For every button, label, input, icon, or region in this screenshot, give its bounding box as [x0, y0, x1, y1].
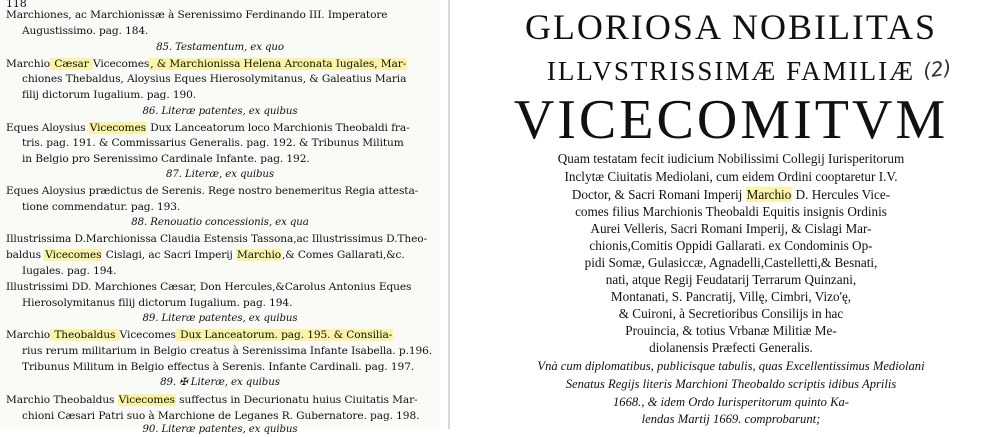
text-line	[6, 328, 393, 342]
body-line: pidi Somæ, Gulasiccæ, Agnadelli,Castelletti,& Besnati,	[584, 255, 878, 270]
text-segment: Eques Aloysius	[6, 122, 89, 134]
italic-line: Vnà cum diplomatibus, publicisque tabulis, quas Excellentissimus Mediolani	[537, 359, 925, 373]
text-segment: Marchio	[6, 58, 51, 70]
body-line: comes filius Marchionis Theobaldi Equitis insignis Ordinis	[575, 204, 887, 219]
text-line: Eques Aloysius prædictus de Serenis. Rege nostro benemeritus Regia attesta-	[6, 185, 419, 197]
page-gutter	[448, 0, 450, 429]
body-line: Montanati, S. Pancratij, Villę, Cimbri, Vizo'ę,	[610, 289, 852, 304]
body-line: Aurei Velleris, Sacri Romani Imperij, & Cislagi Mar-	[590, 221, 872, 236]
body-line	[462, 186, 1000, 203]
text-line: Illustrissima D.Marchionissa Claudia Estensis Tassona,ac Illustrissimus D.Theo-	[6, 233, 428, 245]
highlighted-term: Theobaldus	[51, 329, 119, 341]
section-heading: 88. Renouatio concessionis, ex qua	[131, 217, 309, 228]
left-page	[0, 0, 440, 435]
text-segment: Marchio	[6, 329, 51, 341]
text-line: Tribunus Militum in Belgio effectus à Serenis. Infante Cardinali. pag. 197.	[22, 361, 415, 373]
highlighted-term: Vicecomes	[89, 122, 146, 134]
section-heading: 87. Literæ, ex quibus	[165, 169, 275, 180]
text-line	[6, 248, 405, 262]
section-heading: 89. Literæ patentes, ex quibus	[142, 313, 298, 324]
text-line: Illustrissimi DD. Marchiones Cæsar, Don Hercules,&Carolus Antonius Eques	[6, 281, 412, 293]
highlighted-term: Vicecomes	[118, 394, 175, 406]
text-segment: Vicecomes	[119, 329, 176, 341]
highlighted-term: Vicecomes	[45, 249, 102, 261]
text-line: tione commendatur. pag. 193.	[22, 201, 181, 213]
italic-line: lendas Martij 1669. comprobarunt;	[641, 412, 821, 426]
highlighted-term: Dux Lanceatorum. pag. 195. & Consilia-	[176, 329, 393, 341]
page-number: 118	[6, 0, 27, 10]
text-segment: Cislagi, ac Sacri Imperij	[102, 249, 236, 261]
italic-line: 1668., & idem Ordo Iurisperitorum quinto Ka-	[612, 395, 850, 409]
section-heading: 89. ✠ Literæ, ex quibus	[160, 377, 280, 388]
section-heading: 86. Literæ patentes, ex quibus	[142, 106, 298, 117]
title-line: ILLVSTRISSIMÆ FAMILIÆ	[546, 56, 916, 86]
text-segment: Dux Lanceatorum loco Marchionis Theobaldi fra-	[146, 122, 410, 134]
text-line: Hierosolymitanus filij dictorum Iugalium. pag. 194.	[22, 297, 293, 309]
highlighted-term: Cæsar	[51, 58, 92, 70]
text-segment: Marchio Theobaldus	[6, 394, 118, 406]
text-line	[6, 57, 407, 71]
text-line: Marchiones, ac Marchionissæ à Serenissimo Ferdinando III. Imperatore	[6, 9, 388, 21]
text-line: tris. pag. 191. & Commissarius Generalis. pag. 192. & Tribunus Militum	[22, 137, 404, 149]
section-heading: 90. Literæ patentes, ex quibus	[142, 424, 298, 435]
body-line: & Cuironi, à Secretioribus Consilijs in hac	[618, 306, 844, 321]
text-segment: Vicecomes	[92, 58, 150, 70]
text-segment: suffectus in Decurionatu huius Ciuitatis Mar-	[175, 394, 418, 406]
text-line	[6, 121, 410, 135]
text-segment: D. Hercules Vice-	[792, 187, 891, 202]
text-line: filij dictorum Iugalium. pag. 190.	[22, 89, 197, 101]
body-line: diolanensis Præfecti Generalis.	[649, 340, 813, 355]
text-line: chioni Cæsari Patri suo à Marchione de Leganes R. Gubernatore. pag. 198.	[22, 410, 420, 422]
title-line: GLORIOSA NOBILITAS	[524, 7, 938, 47]
text-segment: Doctor, & Sacri Romani Imperij	[571, 187, 746, 202]
body-line: nati, atque Regij Feudatarij Terrarum Quinzani,	[605, 272, 857, 287]
highlighted-term: , & Marchionissa Helena Arconata Iugales, Mar-	[150, 58, 407, 70]
family-name-heading: VICECOMITVM	[513, 89, 949, 151]
section-heading: 85. Testamentum, ex quo	[156, 42, 284, 53]
text-line: in Belgio pro Serenissimo Cardinale Infante. pag. 192.	[22, 153, 310, 165]
handwritten-note: (2)	[921, 55, 953, 83]
text-line: Augustissimo. pag. 184.	[22, 25, 149, 37]
highlighted-term: Marchio	[746, 187, 792, 202]
text-segment: ,& Comes Gallarati,&c.	[282, 249, 405, 261]
text-segment: baldus	[6, 249, 45, 261]
text-line	[6, 393, 418, 407]
italic-line: Senatus Regijs literis Marchioni Theobaldo scriptis idibus Aprilis	[565, 377, 897, 391]
text-line: chiones Thebaldus, Aloysius Eques Hierosolymitanus, & Galeatius Maria	[22, 73, 407, 85]
body-line: chionis,Comitis Oppidi Gallarati. ex Condominis Op-	[589, 238, 873, 253]
body-line: Quam testatam fecit iudicium Nobilissimi Collegij Iurisperitorum	[557, 151, 905, 166]
text-line: rius rerum militarium in Belgio creatus à Serenissima Infante Isabella. p.196.	[22, 345, 433, 357]
body-line: Prouincia, & totius Vrbanæ Militiæ Me-	[625, 323, 837, 338]
right-page	[462, 0, 1000, 429]
body-line: Inclytæ Ciuitatis Mediolani, cum eidem Ordini cooptaretur I.V.	[564, 169, 898, 184]
text-line: Iugales. pag. 194.	[22, 265, 117, 277]
highlighted-term: Marchio	[236, 249, 282, 261]
